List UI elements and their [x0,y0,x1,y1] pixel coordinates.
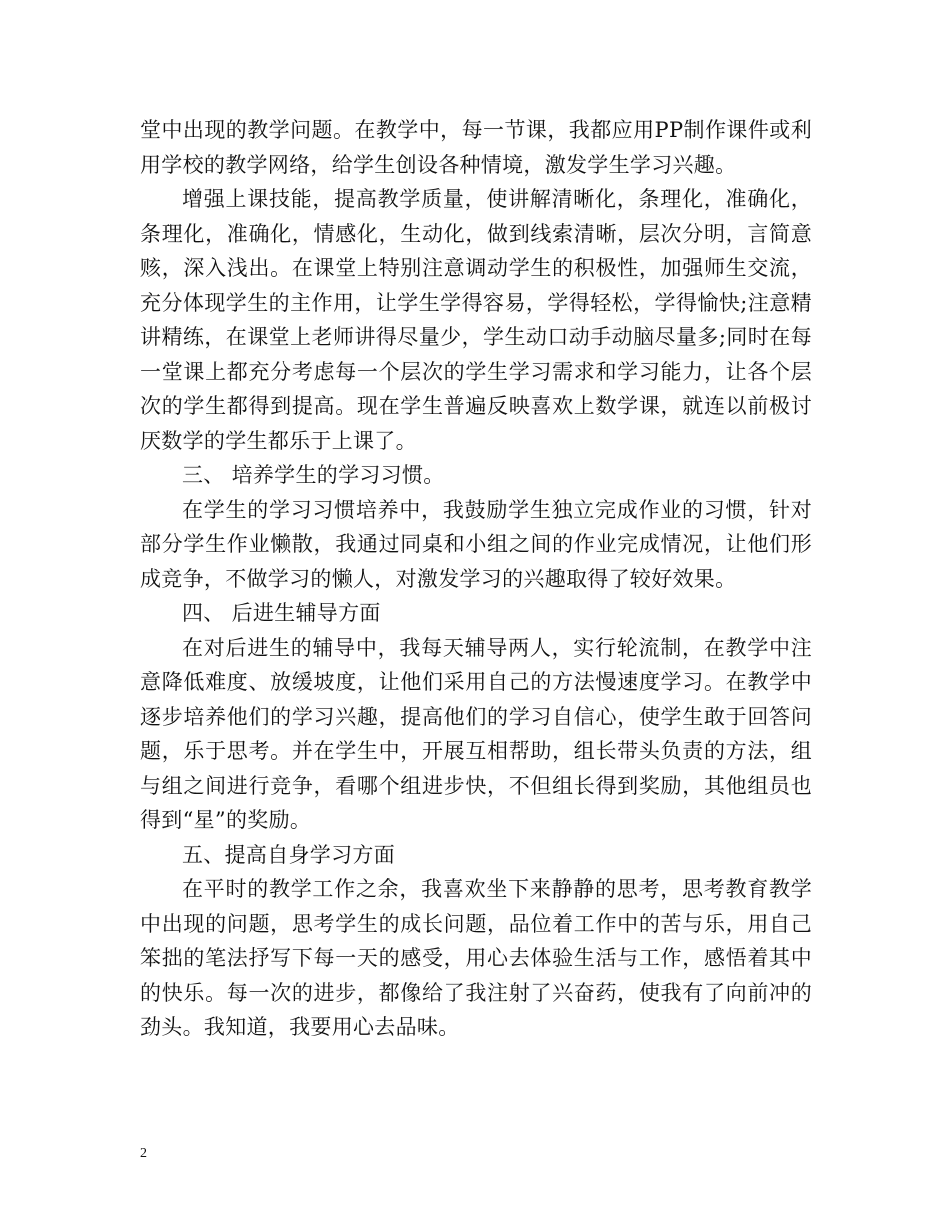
section-heading-study-habits: 三、 培养学生的学习习惯。 [182,463,445,487]
section-heading-struggling-students: 四、 后进生辅导方面 [182,601,381,625]
paragraph-study-habits: 在学生的学习习惯培养中，我鼓励学生独立完成作业的习惯，针对部分学生作业懒散，我通过同桌和小组之间的作业完成情况，让他们形成竞争，不做学习的懒人，对激发学习的兴趣取得了较好效果。 [140,497,812,591]
paragraph-continuation: 堂中出现的教学问题。在教学中，每一节课，我都应用PP制作课件或利用学校的教学网络，给学生创设各种情境，激发学生学习兴趣。 [140,118,812,177]
page-number: 2 [140,1146,147,1161]
section-heading-self-study: 五、提高自身学习方面 [182,842,395,867]
document-body [140,113,812,1045]
paragraph-struggling-students: 在对后进生的辅导中，我每天辅导两人，实行轮流制，在教学中注意降低难度、放缓坡度，让他们采用自己的方法慢速度学习。在教学中逐步培养他们的学习兴趣，提高他们的学习自信心，使学生敢于回答问题，乐于思考。并在学生中，开展互相帮助，组长带头负责的方法，组与组之间进行竞争，看哪个组进步快，不但组长得到奖励，其他组员也得到“星”的奖励。 [140,635,812,832]
paragraph-teaching-skills: 增强上课技能，提高教学质量，使讲解清晰化，条理化，准确化，条理化，准确化，情感化，生动化，做到线索清晰，层次分明，言简意赅，深入浅出。在课堂上特别注意调动学生的积极性，加强师生交流，充分体现学生的主作用，让学生学得容易，学得轻松，学得愉快;注意精讲精练，在课堂上老师讲得尽量少，学生动口动手动脑尽量多;同时在每一堂课上都充分考虑每一个层次的学生学习需求和学习能力，让各个层次的学生都得到提高。现在学生普遍反映喜欢上数学课，就连以前极讨厌数学的学生都乐于上课了。 [140,187,812,453]
paragraph-self-study: 在平时的教学工作之余，我喜欢坐下来静静的思考，思考教育教学中出现的问题，思考学生的成长问题，品位着工作中的苦与乐，用自己笨拙的笔法抒写下每一天的感受，用心去体验生活与工作，感悟着其中的快乐。每一次的进步，都像给了我注射了兴奋药，使我有了向前冲的劲头。我知道，我要用心去品味。 [140,877,812,1039]
